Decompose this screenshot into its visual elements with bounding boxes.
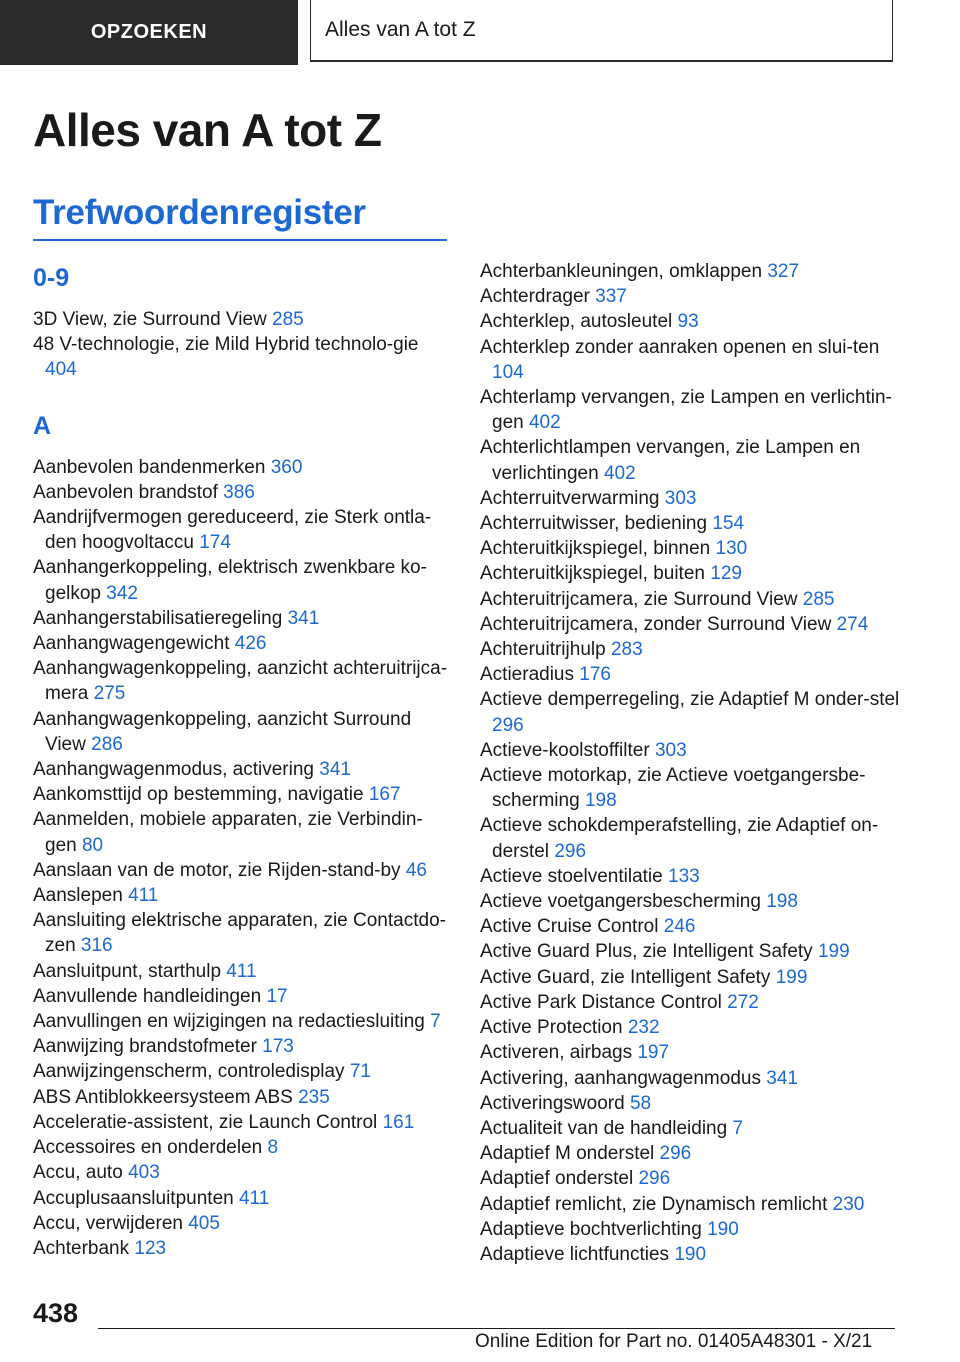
index-entry-page-link[interactable]: 129 [710, 563, 742, 585]
index-entry [480, 1141, 910, 1166]
index-entry-page-link[interactable]: 426 [234, 633, 267, 655]
index-entry-term: Actieve stoelventilatie [480, 865, 663, 887]
index-entry-page-link[interactable]: 173 [262, 1036, 294, 1058]
index-entry-term: Achterruitwisser, bediening [480, 513, 708, 535]
index-entry [33, 908, 451, 958]
index-entry-page-link[interactable]: 235 [298, 1086, 330, 1108]
index-entry [33, 883, 451, 908]
index-entry-term: Activeringswoord [480, 1092, 625, 1114]
index-entry [480, 259, 910, 284]
index-entry-term: Activering, aanhangwagenmodus [480, 1067, 761, 1089]
index-entry-term: Aanhangwagenkoppeling, aanzicht Surround View [33, 708, 412, 755]
index-entry [480, 1091, 910, 1116]
index-entry [480, 637, 910, 662]
index-entry [33, 1160, 451, 1185]
index-entry-page-link[interactable]: 17 [266, 985, 288, 1007]
index-entry-page-link[interactable]: 46 [405, 859, 427, 881]
index-entry-term: Aanwijzingenscherm, controledisplay [33, 1061, 345, 1083]
index-entry [480, 1116, 910, 1141]
index-entry-page-link[interactable]: 174 [199, 532, 231, 554]
index-entry [33, 1135, 451, 1160]
index-entry-page-link[interactable]: 7 [732, 1117, 744, 1139]
index-entry-page-link[interactable]: 402 [528, 412, 561, 434]
index-entry [480, 1192, 910, 1217]
page-number: 438 [33, 1298, 79, 1328]
index-entry [480, 1217, 910, 1242]
index-entry-term: Aanmelden, mobiele apparaten, zie Verbindin-gen [33, 809, 423, 856]
page-title: Alles van A tot Z [33, 104, 382, 156]
index-entry [33, 757, 451, 782]
index-entry-term: Actieve voetgangersbescherming [480, 891, 761, 913]
index-entry-page-link[interactable]: 327 [767, 261, 800, 282]
index-entry-term: 3D View, zie Surround View [33, 309, 267, 330]
index-entry [33, 505, 451, 555]
index-entry [480, 561, 910, 586]
index-entry-term: Adaptief remlicht, zie Dynamisch remlicht [480, 1193, 828, 1215]
index-entry [480, 385, 910, 435]
index-entry [33, 1110, 451, 1135]
index-entry-term: Actualiteit van de handleiding [480, 1117, 728, 1139]
index-entry-page-link[interactable]: 246 [663, 916, 696, 938]
index-entry-page-link[interactable]: 286 [91, 733, 123, 755]
section-heading: 0-9 [33, 264, 70, 292]
index-entry [33, 1059, 451, 1084]
index-entry-term: Actieve demperregeling, zie Adaptief M onder-stel [480, 689, 900, 711]
index-entry-page-link[interactable]: 283 [610, 639, 643, 661]
index-entry-page-link[interactable]: 386 [223, 481, 255, 503]
index-entry-term: Aanhangerstabilisatieregeling [33, 607, 283, 629]
index-entry-page-link[interactable]: 130 [715, 538, 748, 560]
index-entry-page-link[interactable]: 341 [766, 1067, 798, 1089]
index-entry [33, 858, 451, 883]
index-entry-term: Achterklep, autosleutel [480, 311, 673, 333]
index-section [33, 263, 451, 383]
index-entry-page-link[interactable]: 123 [134, 1237, 167, 1259]
index-entry-term: ABS Antiblokkeersysteem ABS [33, 1086, 293, 1108]
index-entry-term: Achterbankleuningen, omklappen [480, 261, 763, 282]
index-entry-term: Accu, verwijderen [33, 1212, 183, 1234]
index-entry-page-link[interactable]: 133 [668, 865, 700, 887]
index-entry-page-link[interactable]: 190 [707, 1218, 739, 1240]
index-entry [480, 335, 910, 385]
index-entry-page-link[interactable]: 341 [319, 759, 351, 781]
index-entry [33, 307, 451, 332]
index-entry-page-link[interactable]: 303 [654, 739, 687, 761]
index-entry-term: Aanhangwagenkoppeling, aanzicht achteruitrijca-mera [33, 658, 448, 705]
index-entry-page-link[interactable]: 198 [584, 790, 617, 812]
index-entry-page-link[interactable]: 274 [836, 613, 869, 635]
index-entry-term: Aanwijzing brandstofmeter [33, 1036, 257, 1058]
index-entry [33, 1211, 451, 1236]
index-entry-term: Actieradius [480, 664, 574, 686]
index-entry [33, 606, 451, 631]
index-entry-page-link[interactable]: 199 [817, 941, 850, 963]
index-entry [33, 332, 451, 382]
index-entry-term: Aanslaan van de motor, zie Rijden-stand-by [33, 859, 401, 881]
index-entry-page-link[interactable]: 230 [832, 1193, 865, 1215]
index-entry-term: Achteruitrijhulp [480, 639, 606, 661]
index-entry-page-link[interactable]: 232 [627, 1017, 660, 1039]
index-entry-term: Adaptieve lichtfuncties [480, 1243, 670, 1265]
index-entry-term: Aanvullende handleidingen [33, 985, 262, 1007]
index-entry-term: Achterklep zonder aanraken openen en slui-ten [480, 336, 880, 358]
index-entry-page-link[interactable]: 342 [106, 582, 138, 604]
index-entry-term: Active Park Distance Control [480, 991, 722, 1013]
index-entry [33, 1034, 451, 1059]
index-entry [33, 480, 451, 505]
index-entry-page-link[interactable]: 411 [238, 1187, 270, 1209]
index-entry-term: Aanvullingen en wijzigingen na redactiesluiting [33, 1011, 425, 1033]
index-entry-term: Aanhangwagengewicht [33, 633, 230, 655]
index-entry-term: Achterdrager [480, 286, 590, 308]
index-entry-term: Accuplusaansluitpunten [33, 1187, 234, 1209]
index-entry-page-link[interactable]: 58 [629, 1092, 652, 1114]
index-entry-term: Aansluiting elektrische apparaten, zie Contactdo-zen [33, 910, 446, 957]
index-entry-term: Aanbevolen bandenmerken [33, 456, 266, 478]
index-entry [33, 707, 451, 757]
index-entry-term: Achterbank [33, 1237, 130, 1259]
index-entry [33, 782, 451, 807]
index-entry-term: Adaptieve bochtverlichting [480, 1218, 702, 1240]
index-entry [480, 763, 910, 813]
index-entry-page-link[interactable]: 296 [659, 1143, 692, 1165]
index-entry-term: Achterlichtlampen vervangen, zie Lampen en verlichtingen [480, 437, 861, 484]
index-entry-page-link[interactable]: 285 [272, 309, 304, 330]
index-entry-page-link[interactable]: 296 [638, 1168, 671, 1190]
index-entry [480, 813, 910, 863]
index-entry [480, 486, 910, 511]
index-column-left [33, 257, 451, 1261]
index-entry-page-link[interactable]: 404 [45, 359, 77, 381]
subtitle-underline [33, 239, 447, 241]
index-entry [480, 1066, 910, 1091]
index-entry [33, 631, 451, 656]
index-entry-term: Aankomsttijd op bestemming, navigatie [33, 784, 364, 806]
index-entry [480, 1166, 910, 1191]
index-entry-term: Accu, auto [33, 1162, 123, 1184]
chapter-title: Alles van A tot Z [325, 18, 476, 41]
index-entry-page-link[interactable]: 176 [579, 664, 611, 686]
index-column-right [480, 259, 910, 1267]
index-entry-page-link[interactable]: 154 [712, 513, 745, 535]
index-entry-page-link[interactable]: 411 [226, 960, 257, 982]
index-entry-term: Aanbevolen brandstof [33, 481, 218, 503]
index-entry [33, 1236, 451, 1261]
index-entry-page-link[interactable]: 80 [81, 834, 104, 856]
index-entry [480, 536, 910, 561]
index-entry [33, 656, 451, 706]
index-entry-term: 48 V-technologie, zie Mild Hybrid technolo-gie [33, 334, 419, 356]
index-entry-page-link[interactable]: 403 [128, 1162, 160, 1184]
index-entry-page-link[interactable]: 161 [382, 1111, 415, 1133]
index-entry [480, 1040, 910, 1065]
index-entry [480, 965, 910, 990]
index-entry-term: Accessoires en onderdelen [33, 1137, 263, 1159]
index-entry [33, 1186, 451, 1211]
index-entry-term: Active Cruise Control [480, 916, 659, 938]
index-entry-page-link[interactable]: 285 [802, 588, 835, 610]
index-entry-term: Aandrijfvermogen gereduceerd, zie Sterk ontla-den hoogvoltaccu [33, 507, 432, 554]
index-entry-page-link[interactable]: 296 [554, 840, 587, 862]
index-entry-page-link[interactable]: 316 [80, 935, 113, 957]
index-entry [480, 1015, 910, 1040]
index-entry-page-link[interactable]: 402 [603, 462, 636, 484]
index-entry-term: Achteruitrijcamera, zie Surround View [480, 588, 798, 610]
index-entry-term: Adaptief M onderstel [480, 1143, 655, 1165]
index-entry-term: Adaptief onderstel [480, 1168, 634, 1190]
index-entry [480, 435, 910, 485]
index-entry-term: Aanslepen [33, 885, 123, 907]
footer-divider [98, 1328, 895, 1329]
index-entry [480, 889, 910, 914]
index-entry-term: Actieve-koolstoffilter [480, 739, 650, 761]
index-entry-term: Actieve motorkap, zie Actieve voetgangersbe-scherming [480, 765, 866, 812]
index-entry [480, 1242, 910, 1267]
index-section [33, 411, 451, 1262]
index-entry [33, 555, 451, 605]
index-entry [33, 959, 451, 984]
index-entry-term: Aanhangwagenmodus, activering [33, 759, 314, 781]
index-entry-term: Acceleratie-assistent, zie Launch Control [33, 1111, 378, 1133]
index-entry [480, 612, 910, 637]
index-entry [480, 662, 910, 687]
index-entry-page-link[interactable]: 296 [492, 714, 524, 736]
footer-edition: Online Edition for Part no. 01405A48301 - X/21 [475, 1331, 873, 1352]
index-entry [480, 511, 910, 536]
index-entry [33, 984, 451, 1009]
index-entry [480, 738, 910, 763]
index-entry [480, 587, 910, 612]
index-entry [33, 1085, 451, 1110]
index-entry-page-link[interactable]: 104 [492, 361, 524, 383]
index-entry-page-link[interactable]: 272 [727, 991, 759, 1013]
index-entry-page-link[interactable]: 405 [188, 1212, 220, 1234]
index-entry-page-link[interactable]: 71 [349, 1061, 371, 1083]
page-subtitle: Trefwoordenregister [33, 193, 366, 232]
index-entry-page-link[interactable]: 93 [677, 311, 699, 333]
index-entry-page-link[interactable]: 190 [674, 1243, 707, 1265]
index-entry-term: Activeren, airbags [480, 1042, 633, 1064]
index-entry-page-link[interactable]: 8 [267, 1137, 279, 1159]
index-entry-page-link[interactable]: 7 [430, 1011, 441, 1033]
index-entry-page-link[interactable]: 199 [775, 966, 808, 988]
section-tab [0, 0, 298, 65]
index-entry-page-link[interactable]: 337 [595, 286, 627, 308]
index-entry-page-link[interactable]: 198 [766, 891, 798, 913]
index-entry [480, 284, 910, 309]
index-entry-page-link[interactable]: 275 [93, 683, 126, 705]
index-entry [480, 309, 910, 334]
index-entry [33, 1009, 451, 1034]
index-entry-page-link[interactable]: 411 [128, 885, 159, 907]
index-entry-term: Achteruitkijkspiegel, buiten [480, 563, 705, 585]
index-entry [480, 687, 910, 737]
index-entry [33, 455, 451, 480]
index-entry-term: Aansluitpunt, starthulp [33, 960, 222, 982]
index-entry-page-link[interactable]: 303 [664, 487, 697, 509]
index-entry-page-link[interactable]: 167 [368, 784, 401, 806]
section-tab-label: OPZOEKEN [90, 21, 208, 43]
index-entry [480, 939, 910, 964]
index-entry-page-link[interactable]: 360 [270, 456, 303, 478]
index-entry-term: Active Guard Plus, zie Intelligent Safety [480, 941, 813, 963]
index-entry-term: Achterlamp vervangen, zie Lampen en verlichtin-gen [480, 387, 892, 434]
index-entry [480, 914, 910, 939]
index-entry-term: Active Guard, zie Intelligent Safety [480, 966, 771, 988]
index-entry-term: Active Protection [480, 1017, 623, 1039]
index-entry-term: Achteruitkijkspiegel, binnen [480, 538, 711, 560]
chapter-header [310, 0, 893, 62]
index-entry-page-link[interactable]: 341 [287, 607, 320, 629]
index-entry [33, 807, 451, 857]
index-entry-term: Achterruitverwarming [480, 487, 660, 509]
index-entry-term: Achteruitrijcamera, zonder Surround View [480, 613, 832, 635]
index-entry-term: Actieve schokdemperafstelling, zie Adaptief on-derstel [480, 815, 879, 862]
index-entry [480, 864, 910, 889]
index-entry [480, 990, 910, 1015]
section-heading: A [33, 411, 52, 440]
index-entry-term: Aanhangerkoppeling, elektrisch zwenkbare ko-gelkop [33, 557, 427, 604]
index-entry-page-link[interactable]: 197 [637, 1042, 670, 1064]
